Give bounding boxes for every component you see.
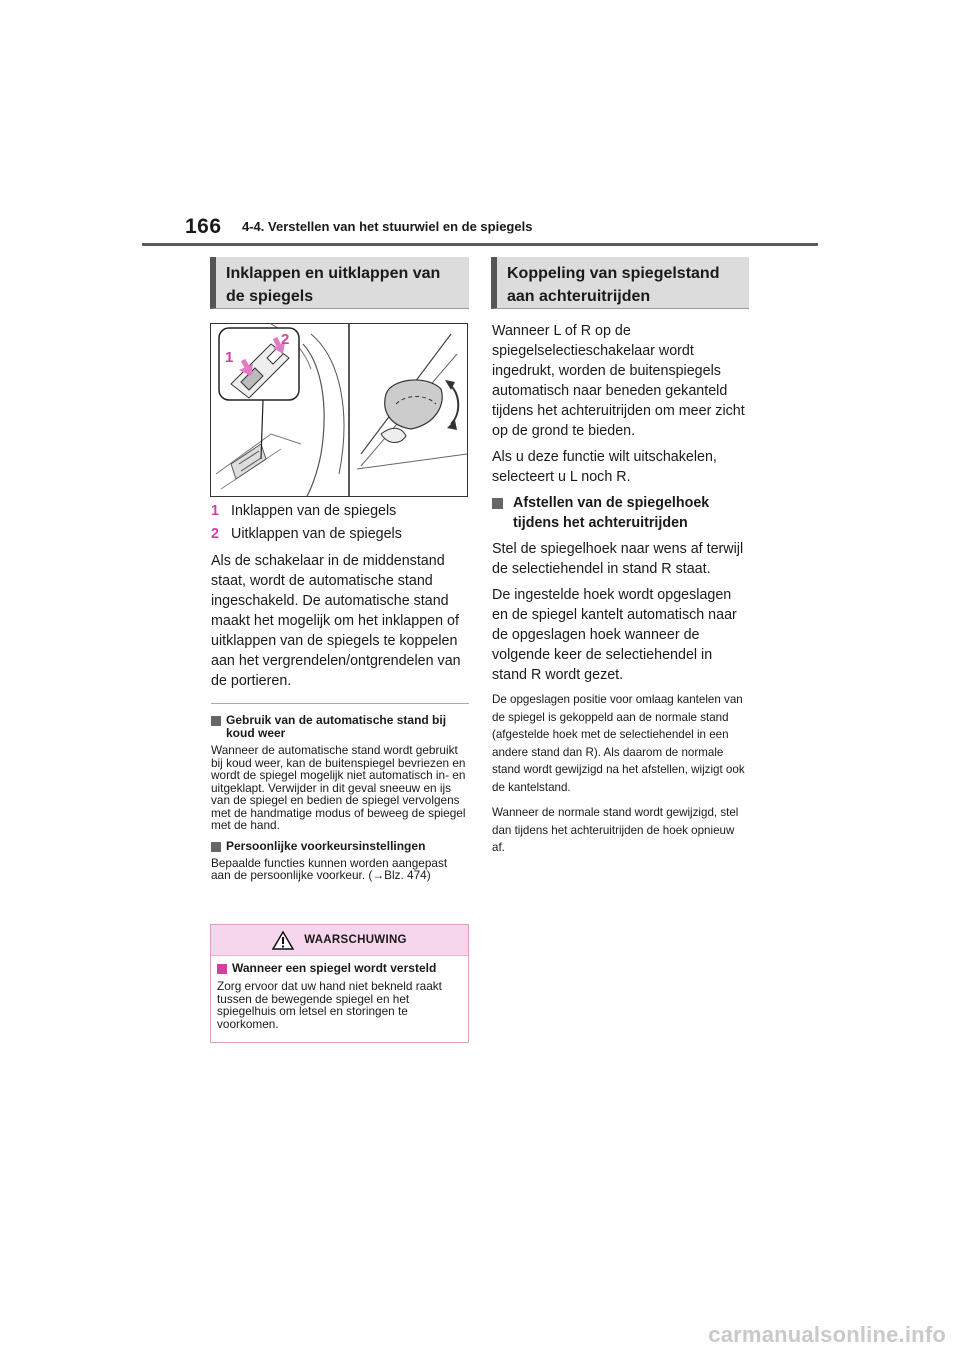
square-bullet-icon — [211, 716, 221, 726]
adjust-paragraph: Stel de spiegelhoek naar wens af terwijl de selectiehendel in stand R staat. — [492, 541, 744, 577]
figure-label-1: 1 — [225, 349, 234, 366]
warning-subtitle: Wanneer een spiegel wordt versteld — [217, 962, 462, 975]
warning-triangle-icon — [272, 931, 294, 950]
list-text: Uitklappen van de spiegels — [231, 526, 402, 542]
mirror-fold-figure — [210, 323, 468, 497]
mirror-switch-illustration — [211, 324, 467, 496]
note-text-preferences: Bepaalde functies kunnen worden aangepast aan de persoonlijke voorkeur. (→Blz. 474) — [211, 855, 448, 882]
square-bullet-icon — [217, 964, 227, 974]
figure-label-2: 2 — [281, 331, 290, 348]
sub-heading-angle: Afstellen van de spiegelhoek tijdens het achteruitrijden — [492, 493, 750, 533]
auto-mode-paragraph: Als de schakelaar in de middenstand staat, wordt de automatische stand ingeschakeld. De automatische stand maakt het mogelijk om het inklappen of uitklappen van de spiegels te koppelen aan het vergrendelen/ontgrendelen van de portieren. — [211, 553, 461, 689]
list-text: Inklappen van de spiegels — [231, 503, 397, 519]
watermark: carmanualsonline.info — [708, 1322, 946, 1347]
reverse-link-paragraph: Wanneer L of R op de spiegelselectieschakelaar wordt ingedrukt, worden de buitenspiegels automatisch naar beneden gekanteld tijdens het achteruitrijden om meer zicht op de grond te bieden. — [492, 323, 745, 439]
warning-text: Zorg ervoor dat uw hand niet bekneld raakt tussen de bewegende spiegel en het spiegelhuis om letsel en storingen te voorkomen. — [217, 979, 442, 1031]
note-title-cold-weather: Gebruik van de automatische stand bij koud weer — [211, 714, 469, 740]
right-column — [492, 321, 750, 865]
stored-angle-paragraph: De ingestelde hoek wordt opgeslagen en de spiegel kantelt automatisch naar de opgeslagen hoek wanneer de volgende keer de selectiehendel in stand R wordt gezet. — [492, 587, 737, 683]
left-column — [211, 501, 469, 890]
running-head: 4-4. Verstellen van het stuurwiel en de spiegels — [242, 219, 533, 234]
section-heading-left: Inklappen en uitklappen van de spiegels — [210, 257, 469, 309]
warning-header — [211, 925, 468, 956]
list-item — [211, 524, 469, 544]
note-title-preferences: Persoonlijke voorkeursinstellingen — [211, 840, 469, 853]
page-number: 166 — [185, 215, 222, 238]
square-bullet-icon — [211, 842, 221, 852]
list-number: 2 — [211, 526, 219, 542]
section-heading-right: Koppeling van spiegelstand aan achteruitrijden — [491, 257, 749, 309]
square-bullet-icon — [492, 498, 503, 509]
readjust-note: Wanneer de normale stand wordt gewijzigd, stel dan tijdens het achteruitrijden de hoek opnieuw af. — [492, 806, 739, 854]
list-number: 1 — [211, 503, 219, 519]
divider — [211, 703, 469, 704]
stored-position-note: De opgeslagen positie voor omlaag kantelen van de spiegel is gekoppeld aan de normale stand (afgestelde hoek met de selectiehendel in een andere stand dan R). Als daarom de normale stand wordt gewijzigd na het afstellen, wijzigt ook de kantelstand. — [492, 693, 745, 794]
warning-box — [210, 924, 469, 1043]
header-rule — [142, 243, 818, 246]
list-item — [211, 501, 469, 521]
warning-body — [211, 956, 468, 1030]
note-text-cold-weather: Wanneer de automatische stand wordt gebruikt bij koud weer, kan de buitenspiegel bevriezen en wordt de spiegel mogelijk niet automatisch in- en uitgeklapt. Verwijder in dit geval sneeuw en ijs van de spiegel en bedien de spiegel vervolgens met de handmatige modus of beweeg de spiegel met de hand. — [211, 743, 466, 832]
warning-title: WAARSCHUWING — [304, 934, 407, 946]
disable-paragraph: Als u deze functie wilt uitschakelen, selecteert u L noch R. — [492, 449, 717, 485]
